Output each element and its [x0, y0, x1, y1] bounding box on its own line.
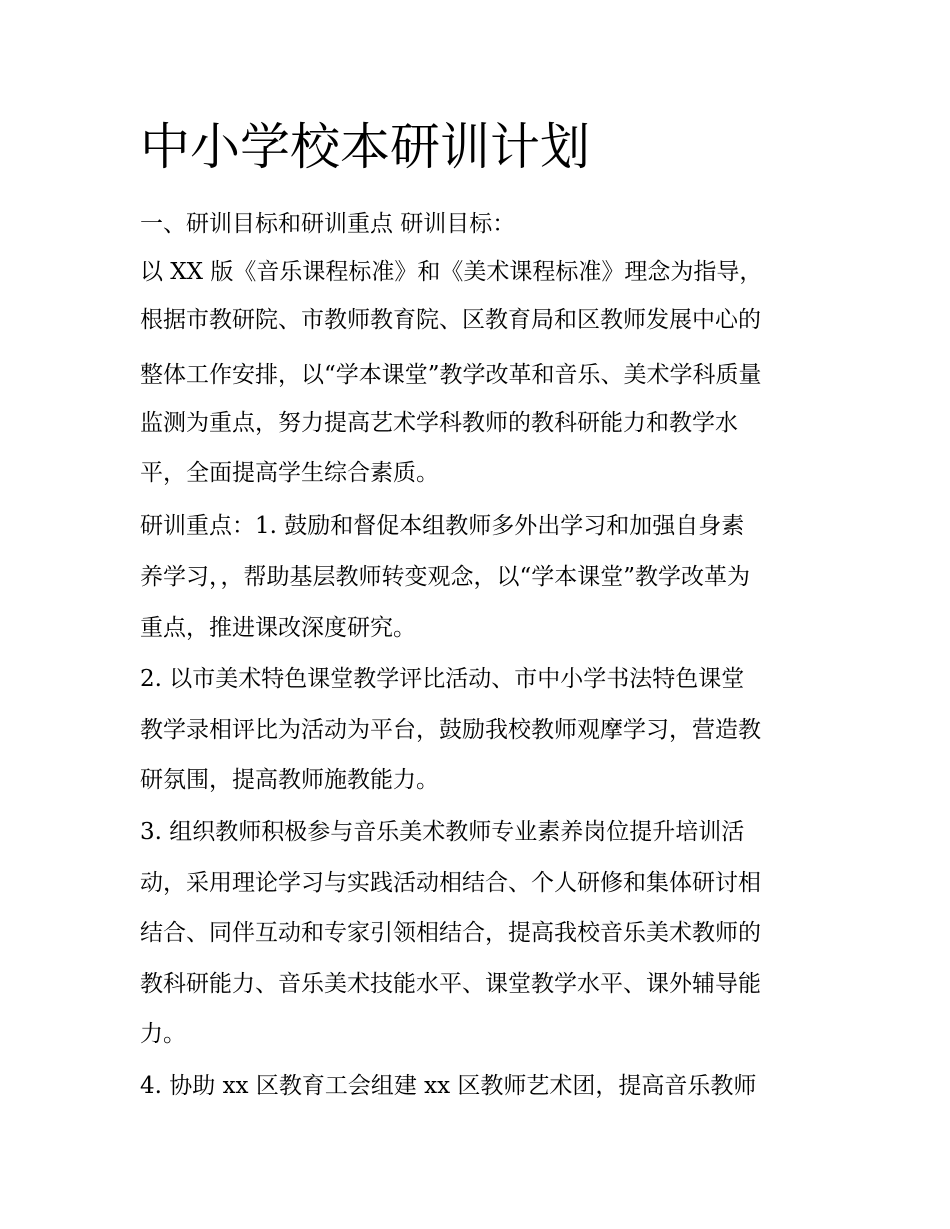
text-line: 整体工作安排，以“学本课堂”教学改革和音乐、美术学科质量: [140, 362, 762, 388]
text-line: 教学录相评比为活动为平台，鼓励我校教师观摩学习，营造教: [140, 717, 761, 743]
text-line: 平，全面提高学生综合素质。: [140, 460, 439, 486]
text-line: 4. 协助 xx 区教育工会组建 xx 区教师艺术团，提高音乐教师: [140, 1073, 757, 1099]
text-line: 监测为重点，努力提高艺术学科教师的教科研能力和教学水: [140, 410, 738, 436]
document-title: 中小学校本研训计划: [140, 118, 590, 176]
text-line: 根据市教研院、市教师教育院、区教育局和区教师发展中心的: [140, 307, 761, 333]
text-line: 重点，推进课改深度研究。: [140, 615, 416, 641]
text-line: 2. 以市美术特色课堂教学评比活动、市中小学书法特色课堂: [140, 666, 745, 692]
text-line: 养学习，，帮助基层教师转变观念，以“学本课堂”教学改革为: [140, 564, 751, 590]
text-line: 力。: [140, 1021, 186, 1047]
text-line: 结合、同伴互动和专家引领相结合，提高我校音乐美术教师的: [140, 920, 761, 946]
text-line: 动，采用理论学习与实践活动相结合、个人研修和集体研讨相: [140, 870, 761, 896]
text-line: 研氛围，提高教师施教能力。: [140, 767, 439, 793]
text-line: 教科研能力、音乐美术技能水平、课堂教学水平、课外辅导能: [140, 971, 761, 997]
text-line: 一、研训目标和研训重点 研训目标：: [140, 211, 516, 237]
text-line: 研训重点：1. 鼓励和督促本组教师多外出学习和加强自身素: [140, 513, 745, 539]
text-line: 以 XX 版《音乐课程标准》和《美术课程标准》理念为指导，: [140, 259, 763, 285]
text-line: 3. 组织教师积极参与音乐美术教师专业素养岗位提升培训活: [140, 819, 745, 845]
